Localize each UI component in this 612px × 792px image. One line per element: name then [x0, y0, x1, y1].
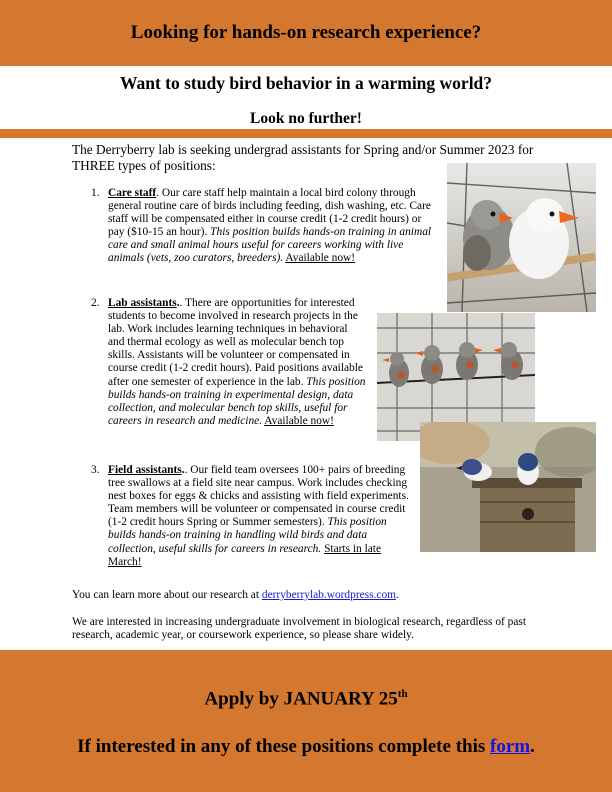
inclusion-paragraph: We are interested in increasing undergraduate involvement in biological research, regardless of past research, academic year, or coursework experience, so please share widely.: [72, 616, 527, 642]
position-benefit: This position builds hands-on training in handling wild birds and data collection, useful skills for careers in research.: [108, 516, 387, 555]
learn-more-text: You can learn more about our research at: [72, 589, 262, 601]
tree-swallows-photo: [420, 422, 596, 552]
position-title: Lab assistants: [108, 297, 177, 309]
position-text: . Our care staff help maintain a local bird colony through general routine care of birds including feeding, dish washing, etc. Care staff will be compensated either in course credit (1-2 credit hours) or pay ($10-15 an hour).: [108, 187, 431, 239]
apply-sup: th: [397, 688, 408, 700]
position-text: . Our field team oversees 100+ pairs of breeding tree swallows at a field site near campus. Work includes checking nest boxes for eggs & chicks and assisting with field experiments. Team members will be volunteer or compensated in course credit (1-2 credit hours Spring or Summer semesters).: [108, 464, 409, 529]
apply-deadline: [0, 688, 612, 710]
intro-paragraph: The Derryberry lab is seeking undergrad assistants for Spring and/or Summer 2023 for THREE types of positions:: [72, 142, 534, 173]
position-status: Available now!: [285, 252, 356, 265]
position-text: . There are opportunities for interested students to become involved in research projects in the lab. Work includes learning techniques in behavioral and thermal ecology as well as molecular bench top skills. Assistants will be volunteer or compensated in course credit (1-2 credit hours). Paid positions available after one semester of experience in the lab.: [108, 297, 363, 388]
position-care-staff: [91, 187, 436, 266]
finch-closeup-photo: [447, 163, 596, 312]
tagline: Look no further!: [250, 110, 362, 127]
cta-suffix: .: [530, 736, 535, 757]
lab-website-link[interactable]: derryberrylab.wordpress.com: [261, 589, 396, 601]
cta-text: If interested in any of these positions complete this: [77, 736, 491, 757]
learn-more-suffix: .: [396, 589, 399, 601]
header-band: [0, 0, 612, 66]
footer-band: [0, 650, 612, 792]
position-lab-assistants: 2. Lab assistants.. There are opportunities for interested students to become involved in research projects in the lab. Work includes learning techniques in behavioral and thermal ecology as well as molecular bench top skills. Assistants will be volunteer or compensated in course credit (1-2 credit hours). Paid positions available after one semester of experience in the lab. This position builds hands-on training in experimental design, data collection, and molecular bench top skills, useful for careers in research and medicine. Available now!: [91, 297, 366, 427]
list-number: 1.: [91, 187, 100, 199]
application-form-link[interactable]: form: [490, 736, 531, 757]
position-title: Field assistants: [108, 464, 182, 476]
divider-bar: [0, 129, 612, 138]
position-status: Starts in late March!: [108, 542, 382, 568]
position-benefit: This position builds hands-on training in experimental design, data collection, and molecular bench top skills, useful for careers in research and medicine.: [108, 375, 366, 427]
position-title: Care staff: [108, 187, 157, 199]
position-field-assistants: 3. Field assistants.. Our field team oversees 100+ pairs of breeding tree swallows at a field site near campus. Work includes checking nest boxes for eggs & chicks and assisting with field experiments. Team members will be volunteer or compensated in course credit (1-2 credit hours Spring or Summer semesters). This position builds hands-on training in handling wild birds and data collection, useful skills for careers in research. Starts in late March!: [91, 464, 409, 568]
learn-more-paragraph: [72, 589, 552, 602]
position-benefit: This position builds hands-on training in animal care and small animal hours useful for careers working with live animals (vets, zoo curators, breeders).: [108, 226, 432, 265]
call-to-action: [0, 736, 612, 758]
apply-text: Apply by JANUARY 25: [204, 688, 398, 710]
list-number: 2.: [91, 297, 100, 309]
list-number: 3.: [91, 464, 100, 476]
page-title: Looking for hands-on research experience?: [130, 22, 482, 43]
subtitle: Want to study bird behavior in a warming world?: [119, 73, 493, 93]
position-status: Available now!: [264, 414, 334, 427]
